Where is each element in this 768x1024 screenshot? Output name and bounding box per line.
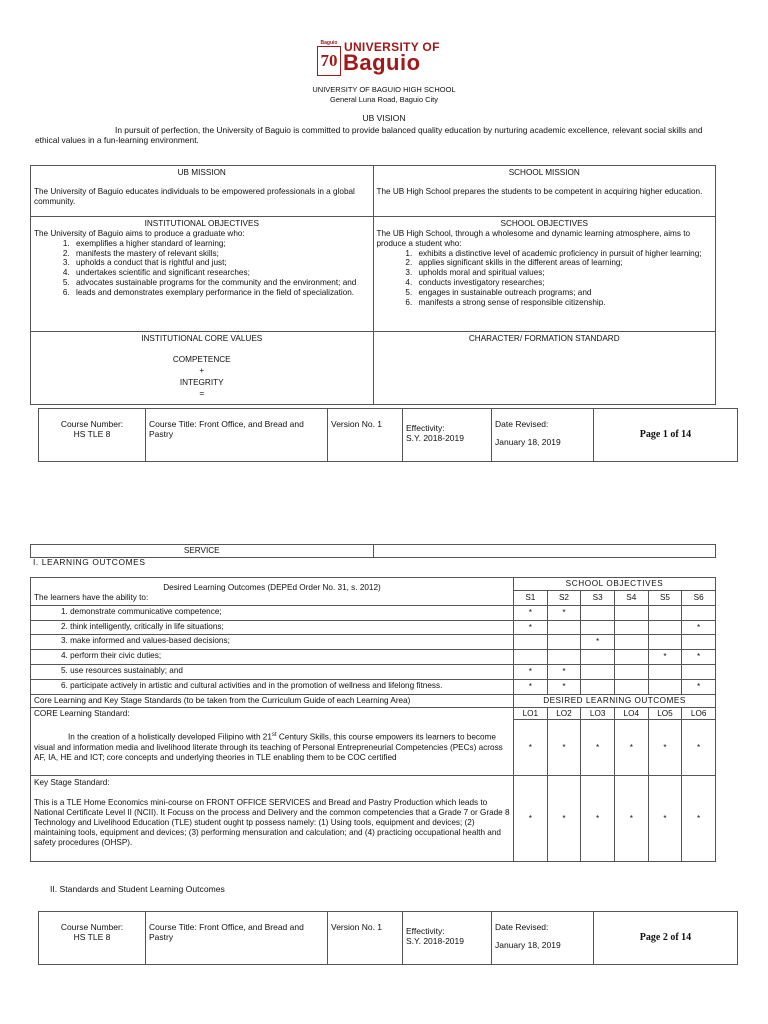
list-item: 1. exhibits a distinctive level of academic proficiency in pursuit of higher learning; [415, 249, 713, 259]
mark-cell [648, 605, 682, 620]
institutional-objectives-title: INSTITUTIONAL OBJECTIVES [144, 219, 259, 228]
key-stage-text: This is a TLE Home Economics mini-course on FRONT OFFICE SERVICES and Bread and Pastry Production which leads to National Certificate Level II (NCII). It Focuss on the process and Delivery and the common competencies that a Grade 7 or Grade 8 Technology and Livelihood Education (TLE) student ought tp possess namely: (1) Using tools, equipment and devices; (2) maintaining tools, equipment and devices; (3) performing mensuration and calculation; and (4) practicing occupational health and safety procedures (OHSP). [34, 798, 510, 847]
mark-cell [614, 665, 648, 680]
service-empty-cell [373, 545, 716, 558]
course-number: HS TLE 8 [73, 429, 111, 440]
school-mission-cell [373, 166, 716, 217]
mark-cell: * [547, 720, 581, 776]
list-item: 3. upholds a conduct that is rightful and just; [72, 258, 370, 268]
table-row [31, 679, 716, 694]
col-header-s2: S2 [547, 590, 581, 605]
core-standard-text-a: In the creation of a holistically developed Filipino with 21 [68, 733, 272, 743]
mark-cell [614, 650, 648, 665]
mark-cell: * [547, 665, 581, 680]
date-revised-label: Date Revised: [495, 419, 549, 429]
version-number: Version No. 1 [331, 922, 383, 932]
list-item: 4. conducts investigatory researches; [415, 278, 713, 288]
service-label: SERVICE [183, 546, 220, 555]
list-item: 3. upholds moral and spiritual values; [415, 268, 713, 278]
school-objectives-intro: The UB High School, through a wholesome and dynamic learning atmosphere, aims to produce a student who: [376, 228, 691, 248]
mark-cell: * [514, 679, 548, 694]
core-standard-text-b: Century Skills, this course empowers its learners to become visual and information media and livelihood literate through its teaching of Personal Entrepreneurial Competencies (PECs) across AF, IA, HE and ICT; core concepts and underlying theories in TLE enabling them to be COC certified [34, 733, 503, 762]
school-name: UNIVERSITY OF BAGUIO HIGH SCHOOL [312, 85, 456, 94]
school-objectives-title: SCHOOL OBJECTIVES [500, 219, 588, 228]
table-row [31, 605, 716, 620]
page-number-cell [594, 409, 738, 462]
mark-cell: * [682, 776, 716, 862]
mark-cell: * [648, 720, 682, 776]
mark-cell [682, 635, 716, 650]
col-header-s5: S5 [648, 590, 682, 605]
section-2-title: II. Standards and Student Learning Outcomes [50, 884, 225, 894]
list-item: 6. leads and demonstrates exemplary performance in the field of specialization. [72, 288, 370, 298]
key-stage-title: Key Stage Standard: [34, 778, 110, 788]
effectivity-cell [403, 409, 492, 462]
desired-outcomes-intro: The learners have the ability to: [34, 592, 149, 602]
col-header-lo4: LO4 [614, 707, 648, 720]
course-number-cell [39, 409, 146, 462]
effectivity-value: S.Y. 2018-2019 [406, 936, 464, 947]
list-item: 5. engages in sustainable outreach programs; and [415, 288, 713, 298]
mark-cell [581, 650, 615, 665]
school-address: General Luna Road, Baguio City [330, 95, 438, 104]
outcome-text: 5. use resources sustainably; and [31, 665, 514, 680]
mark-cell [682, 605, 716, 620]
table-row [31, 650, 716, 665]
version-cell [328, 409, 403, 462]
mark-cell [682, 665, 716, 680]
mark-cell [648, 620, 682, 635]
vision-title: UB VISION [362, 113, 406, 123]
school-mission-text: The UB High School prepares the students to be competent in acquiring higher education. [376, 186, 703, 196]
core-value-line: COMPETENCE [172, 354, 231, 364]
date-revised-label: Date Revised: [495, 922, 549, 932]
logo-badge-top: Baguio [320, 40, 338, 46]
mark-cell [581, 605, 615, 620]
list-item: 2. manifests the mastery of relevant skills; [72, 249, 370, 259]
outcome-text: 3. make informed and values-based decisions; [31, 635, 514, 650]
core-standard-sup: st [271, 732, 277, 739]
effectivity-cell [403, 912, 492, 965]
mark-cell: * [514, 620, 548, 635]
outcome-text: 6. participate actively in artistic and cultural activities and in the promotion of wellness and lifelong fitness. [31, 679, 514, 694]
logo-badge-number: 70 [317, 46, 341, 76]
course-footer [38, 408, 738, 462]
outcome-text: 1. demonstrate communicative competence; [31, 605, 514, 620]
page-number-cell [594, 912, 738, 965]
mark-cell: * [614, 720, 648, 776]
core-values-cell [31, 332, 374, 405]
mark-cell: * [514, 776, 548, 862]
mark-cell [614, 635, 648, 650]
ub-mission-title: UB MISSION [177, 168, 226, 177]
mark-cell: * [581, 635, 615, 650]
date-revised-value: January 18, 2019 [495, 940, 561, 951]
university-logo [317, 40, 457, 80]
col-header-lo2: LO2 [547, 707, 581, 720]
col-header-lo1: LO1 [514, 707, 548, 720]
desired-outcomes-title: Desired Learning Outcomes (DEPEd Order No. 31, s. 2012) [163, 583, 381, 592]
core-standard-text [34, 732, 510, 762]
mark-cell [547, 635, 581, 650]
mark-cell: * [682, 650, 716, 665]
course-number-label: Course Number: [60, 419, 124, 429]
mark-cell [614, 679, 648, 694]
table-row [31, 620, 716, 635]
version-cell [328, 912, 403, 965]
school-objectives-list [377, 249, 713, 308]
mark-cell [614, 605, 648, 620]
logo-badge [317, 40, 341, 74]
course-number-label: Course Number: [60, 922, 124, 932]
course-title-cell [146, 912, 328, 965]
list-item: 6. manifests a strong sense of responsible citizenship. [415, 298, 713, 308]
logo-line2: Baguio [343, 50, 421, 75]
mark-cell: * [648, 650, 682, 665]
list-item: 4. undertakes scientific and significant researches; [72, 268, 370, 278]
version-number: Version No. 1 [331, 419, 383, 429]
col-header-s1: S1 [514, 590, 548, 605]
learning-outcomes-title: I. LEARNING OUTCOMES [33, 557, 146, 567]
mark-cell: * [682, 679, 716, 694]
course-number: HS TLE 8 [73, 932, 111, 943]
vision-text: In pursuit of perfection, the University of Baguio is committed to provide balanced quality education by nurturing academic excellence, relevant social skills and ethical values in a fun-learning environment. [35, 125, 703, 146]
key-stage-cell [31, 776, 514, 862]
mark-cell: * [614, 776, 648, 862]
institutional-objectives-intro: The University of Baguio aims to produce a graduate who: [34, 228, 245, 238]
mark-cell [547, 620, 581, 635]
course-footer [38, 911, 738, 965]
learning-outcomes-table [30, 577, 716, 862]
course-title: Course Title: Front Office, and Bread and Pastry [149, 922, 304, 943]
effectivity-label: Effectivity: [406, 926, 445, 936]
col-header-s6: S6 [682, 590, 716, 605]
institutional-objectives-cell [31, 217, 374, 332]
mark-cell: * [514, 720, 548, 776]
col-header-lo5: LO5 [648, 707, 682, 720]
table-row [31, 665, 716, 680]
date-revised-value: January 18, 2019 [495, 437, 561, 448]
mark-cell: * [547, 776, 581, 862]
col-header-s4: S4 [614, 590, 648, 605]
mark-cell [581, 665, 615, 680]
mark-cell: * [682, 620, 716, 635]
page-number: Page 1 of 14 [639, 429, 692, 440]
mark-cell [648, 635, 682, 650]
core-value-line: INTEGRITY [179, 377, 224, 387]
course-number-cell [39, 912, 146, 965]
mark-cell: * [682, 720, 716, 776]
col-header-lo6: LO6 [682, 707, 716, 720]
mark-cell: * [581, 720, 615, 776]
mark-cell: * [547, 679, 581, 694]
col-header-lo3: LO3 [581, 707, 615, 720]
core-value-line: + [199, 366, 205, 376]
mark-cell: * [547, 605, 581, 620]
mark-cell [581, 620, 615, 635]
mark-cell [514, 635, 548, 650]
mark-cell: * [648, 776, 682, 862]
mark-cell [514, 650, 548, 665]
school-objectives-header: SCHOOL OBJECTIVES [514, 578, 716, 591]
desired-outcomes-header [31, 578, 514, 606]
mark-cell: * [514, 665, 548, 680]
mark-cell [648, 679, 682, 694]
list-item: 5. advocates sustainable programs for the community and the environment; and [72, 278, 370, 288]
mark-cell: * [581, 776, 615, 862]
core-value-line: = [199, 389, 205, 399]
dlo-header: DESIRED LEARNING OUTCOMES [514, 694, 716, 707]
school-mission-title: SCHOOL MISSION [508, 168, 580, 177]
course-title-cell [146, 409, 328, 462]
list-item: 1. exemplifies a higher standard of learning; [72, 239, 370, 249]
mark-cell [648, 665, 682, 680]
service-cell [31, 545, 374, 558]
core-values-title: INSTITUTIONAL CORE VALUES [141, 334, 263, 343]
character-formation-title: CHARACTER/ FORMATION STANDARD [468, 334, 620, 343]
logo-line1: UNIVERSITY OF [344, 40, 440, 54]
mark-cell [614, 620, 648, 635]
date-revised-cell [492, 409, 594, 462]
outcome-text: 2. think intelligently, critically in life situations; [31, 620, 514, 635]
ub-mission-text: The University of Baguio educates individuals to be empowered professionals in a global community. [34, 186, 355, 206]
school-objectives-cell [373, 217, 716, 332]
effectivity-label: Effectivity: [406, 423, 445, 433]
ub-mission-cell [31, 166, 374, 217]
list-item: 2. applies significant skills in the different areas of learning; [415, 258, 713, 268]
institutional-objectives-list [34, 239, 370, 298]
core-standard-title: CORE Learning Standard: [34, 708, 130, 718]
mark-cell [581, 679, 615, 694]
course-title: Course Title: Front Office, and Bread and Pastry [149, 419, 304, 440]
character-formation-cell [373, 332, 716, 405]
outcome-text: 4. perform their civic duties; [31, 650, 514, 665]
core-standard-cell [31, 707, 514, 776]
core-key-title: Core Learning and Key Stage Standards (to be taken from the Curriculum Guide of each Learning Area) [31, 694, 514, 707]
table-row [31, 635, 716, 650]
mission-table [30, 165, 716, 405]
service-table [30, 544, 716, 558]
effectivity-value: S.Y. 2018-2019 [406, 433, 464, 444]
page-number: Page 2 of 14 [639, 932, 692, 943]
mark-cell: * [514, 605, 548, 620]
col-header-s3: S3 [581, 590, 615, 605]
mark-cell [547, 650, 581, 665]
date-revised-cell [492, 912, 594, 965]
